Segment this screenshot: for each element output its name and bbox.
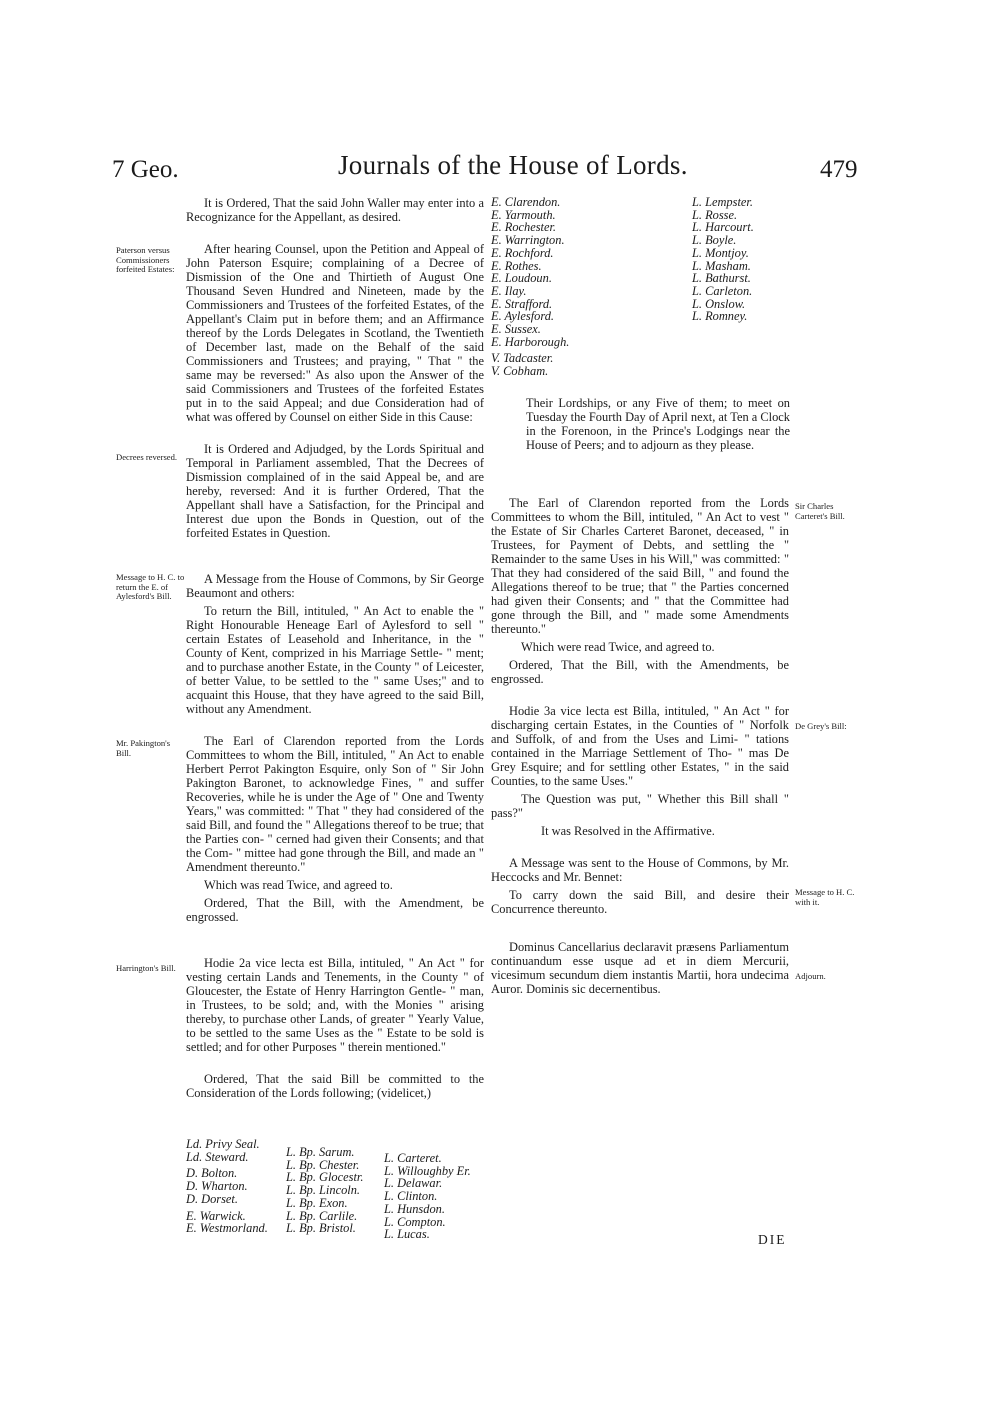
lord-entry: E. Sussex. bbox=[491, 322, 541, 337]
margin-note-degrey: De Grey's Bill: bbox=[795, 721, 847, 731]
lord-entry: E. Aylesford. bbox=[491, 309, 554, 324]
lord-entry: E. Strafford. bbox=[491, 296, 553, 311]
lord-entry: L. Bp. Exon. bbox=[286, 1195, 348, 1210]
paragraph-adjourn: Dominus Cancellarius declaravit præsens Parliamentum continuandum esse usque ad et in diem Mercurii, vicesimum secundum diem instantis Martii, hora undecima Auror. Dominis sic decernentibus. bbox=[491, 940, 789, 996]
lord-entry: E. Rochester. bbox=[491, 220, 557, 235]
lord-entry: L. Compton. bbox=[384, 1214, 446, 1229]
lord-entry: E. Rochford. bbox=[491, 245, 554, 260]
lord-entry: E. Clarendon. bbox=[491, 195, 561, 209]
running-head-regnal-year: 7 Geo. bbox=[112, 156, 179, 183]
lord-entry: E. Warwick. bbox=[186, 1208, 246, 1223]
margin-note-pakington: Mr. Pakington's Bill. bbox=[116, 738, 171, 758]
paragraph-waller: It is Ordered, That the said John Waller may enter into a Recognizance for the Appellant, as desired. bbox=[186, 196, 484, 224]
lord-entry: L. Bathurst. bbox=[692, 271, 751, 286]
paragraph-question: The Question was put, " Whether this Bill shall " pass?" bbox=[491, 792, 789, 820]
right-meet-block bbox=[526, 396, 790, 456]
page-number: 479 bbox=[820, 156, 858, 183]
paragraph-degrey: Hodie 3a vice lecta est Billa, intituled, " An Act " for discharging certain Estates, in the Counties of " Norfolk and Suffolk, of and from the Uses and Limi- " tations contained in the Marriage Settlement of Tho- " mas De Grey Esquire; and for settling other Estates, " in the said Counties, to the same Uses." bbox=[491, 704, 789, 788]
paragraph-return-bill: To return the Bill, intituled, " An Act to enable the " Right Honourable Heneage Earl of Aylesford to sell " certain Estates of Leasehold and Inheritance, in the " County of Kent, comprized in his Marriage Settle- " ment; and to purchase another Estate, in the County " of Leicester, of better Value, to be settled to the " same Uses;" and to acquaint this House, that they have agreed to the said Bill, without any Amendment. bbox=[186, 604, 484, 716]
catchword: DIE bbox=[758, 1232, 787, 1247]
lord-entry: Ld. Privy Seal. bbox=[186, 1137, 260, 1151]
paragraph-carteret: The Earl of Clarendon reported from the Lords Committees to whom the Bill, intituled, " An Act to vest " the Estate of Sir Charles Carteret Baronet, deceased, " in Trustees, for Payment of Debts, and settling the " Remainder to the same Uses in his Will," was committed: " That they had considered of the said Bill, " and found the Allegations thereof to be true; that " the Parties concerned had given their Consents; and " that the Committee had gone through the Bill, and " made some Amendments thereunto." bbox=[491, 496, 789, 636]
right-column bbox=[491, 496, 789, 1000]
margin-note-paterson: Paterson versus Commissioners forfeited Estates: bbox=[116, 245, 175, 275]
lord-entry: L. Bp. Sarum. bbox=[286, 1145, 355, 1159]
paragraph-resolved: It was Resolved in the Affirmative. bbox=[541, 824, 715, 838]
margin-note-message-hc: Message to H. C. with it. bbox=[795, 887, 855, 907]
lord-entry: D. Wharton. bbox=[186, 1179, 248, 1194]
margin-note-carteret: Sir Charles Carteret's Bill. bbox=[795, 501, 845, 521]
paragraph-read-twice: Which was read Twice, and agreed to. bbox=[204, 878, 393, 892]
lord-entry: L. Lempster. bbox=[692, 195, 753, 209]
margin-note-message-aylesford: Message to H. C. to return the E. of Aylesford's Bill. bbox=[116, 572, 185, 602]
lord-entry: D. Bolton. bbox=[186, 1166, 238, 1181]
lord-entry: L. Carleton. bbox=[692, 283, 753, 298]
lords-list-right-col1 bbox=[491, 196, 569, 378]
lord-entry: D. Dorset. bbox=[186, 1191, 238, 1206]
lord-entry: L. Carteret. bbox=[384, 1151, 442, 1165]
lord-entry: L. Clinton. bbox=[384, 1189, 438, 1204]
lord-entry: L. Delawar. bbox=[384, 1176, 443, 1191]
lord-entry: L. Bp. Carlile. bbox=[286, 1208, 358, 1223]
lord-entry: V. Tadcaster. bbox=[491, 351, 554, 366]
lord-entry: E. Ilay. bbox=[491, 283, 527, 298]
paragraph-meet: Their Lordships, or any Five of them; to meet on Tuesday the Fourth Day of April next, at Ten a Clock in the Forenoon, in the Prince's Lodgings near the House of Peers; and to adjourn as they please. bbox=[526, 396, 790, 452]
lord-entry: E. Warrington. bbox=[491, 233, 565, 248]
lord-entry: L. Boyle. bbox=[692, 233, 737, 248]
paragraph-committed: Ordered, That the said Bill be committed to the Consideration of the Lords following; (videlicet,) bbox=[186, 1072, 484, 1100]
lord-entry: L. Onslow. bbox=[692, 296, 746, 311]
lord-entry: L. Rosse. bbox=[692, 207, 738, 222]
lord-entry: L. Bp. Bristol. bbox=[286, 1221, 356, 1236]
lords-list-left-col1 bbox=[186, 1138, 268, 1235]
paragraph-message-sent: A Message was sent to the House of Commons, by Mr. Heccocks and Mr. Bennet: bbox=[491, 856, 789, 884]
paragraph-carry-down: To carry down the said Bill, and desire their Concurrence thereunto. bbox=[491, 888, 789, 916]
lord-entry: L. Willoughby Er. bbox=[384, 1163, 471, 1178]
lord-entry: Ld. Steward. bbox=[186, 1149, 249, 1164]
lord-entry: E. Yarmouth. bbox=[491, 207, 556, 222]
paragraph-decrees: It is Ordered and Adjudged, by the Lords Spiritual and Temporal in Parliament assembled, That the Decrees of Dismission complained of in the said Appeal be, and are hereby, reversed: And it is further Ordered, That the Appellant shall have a Satisfaction, for the Principal and Interest due upon the Bonds in Question, out of the forfeited Estates in Question. bbox=[186, 442, 484, 540]
lord-entry: L. Harcourt. bbox=[692, 220, 754, 235]
paragraph-paterson: After hearing Counsel, upon the Petition and Appeal of John Paterson Esquire; complaining of a Decree of Dismission of the One and Thirtieth of August One Thousand Seven Hundred and Nineteen, made by the Commissioners and Trustees of the forfeited Estates, of the Appellant's Claim put in before them; and an Affirmance thereof by the Lords Delegates in Scotland, the Twentieth of December last, made on the Behalf of the said Commissioners and Trustees; and praying, " That " the same may be reversed:" As also upon the Answer of the said Commissioners and Trustees of the forfeited Estates put in to the said Appeal; and due Consideration had of what was offered by Counsel on either Side in this Cause: bbox=[186, 242, 484, 424]
lords-list-left-col3 bbox=[384, 1152, 471, 1241]
margin-note-harrington: Harrington's Bill. bbox=[116, 963, 176, 973]
lord-entry: L. Hunsdon. bbox=[384, 1201, 445, 1216]
lord-entry: E. Harborough. bbox=[491, 334, 570, 349]
paragraph-message: A Message from the House of Commons, by Sir George Beaumont and others: bbox=[186, 572, 484, 600]
lords-list-right-col2 bbox=[692, 196, 754, 323]
lord-entry: E. Rothes. bbox=[491, 258, 542, 273]
lord-entry: L. Montjoy. bbox=[692, 245, 749, 260]
lord-entry: L. Bp. Chester. bbox=[286, 1157, 360, 1172]
left-column bbox=[186, 196, 484, 1104]
lord-entry: L. Bp. Lincoln. bbox=[286, 1183, 361, 1198]
paragraph-read-twice-right: Which were read Twice, and agreed to. bbox=[521, 640, 715, 654]
margin-note-adjourn: Adjourn. bbox=[795, 971, 826, 981]
lord-entry: V. Cobham. bbox=[491, 364, 549, 379]
running-head-title: Journals of the House of Lords. bbox=[338, 150, 688, 180]
lord-entry: E. Loudoun. bbox=[491, 271, 552, 286]
margin-note-decrees: Decrees reversed. bbox=[116, 452, 178, 462]
paragraph-harrington: Hodie 2a vice lecta est Billa, intituled, " An Act " for vesting certain Lands and Tenements, in the County " of Gloucester, the Estate of Henry Harrington Gentle- " man, in Trustees, to be sold; and, with the Monies " arising thereby, to purchase other Lands, of greater " Yearly Value, to be settled to the same Uses as the " Estate to be sold is settled; and for other Purposes " therein mentioned." bbox=[186, 956, 484, 1054]
paragraph-ordered-engrossed-right: Ordered, That the Bill, with the Amendments, be engrossed. bbox=[491, 658, 789, 686]
lord-entry: L. Bp. Glocestr. bbox=[286, 1170, 364, 1185]
paragraph-ordered-engrossed: Ordered, That the Bill, with the Amendment, be engrossed. bbox=[186, 896, 484, 924]
lord-entry: E. Westmorland. bbox=[186, 1221, 268, 1236]
lord-entry: L. Lucas. bbox=[384, 1227, 430, 1242]
lord-entry: L. Romney. bbox=[692, 309, 748, 324]
paragraph-pakington: The Earl of Clarendon reported from the Lords Committees to whom the Bill, intituled, " An Act to enable Herbert Perrot Pakington Esquire, only Son of " Sir John Pakington Baronet, to acknowledge Fines, " and suffer Recoveries, while he is under the Age of " One and Twenty Years," was committed: " That " they had considered of the said Bill, and found the " Allegations thereof to be true; that the Parties con- " cerned had given their Consents; and that the Com- " mittee had gone through the Bill, and made an " Amendment thereunto." bbox=[186, 734, 484, 874]
lords-list-left-col2 bbox=[286, 1146, 363, 1235]
lord-entry: L. Masham. bbox=[692, 258, 751, 273]
